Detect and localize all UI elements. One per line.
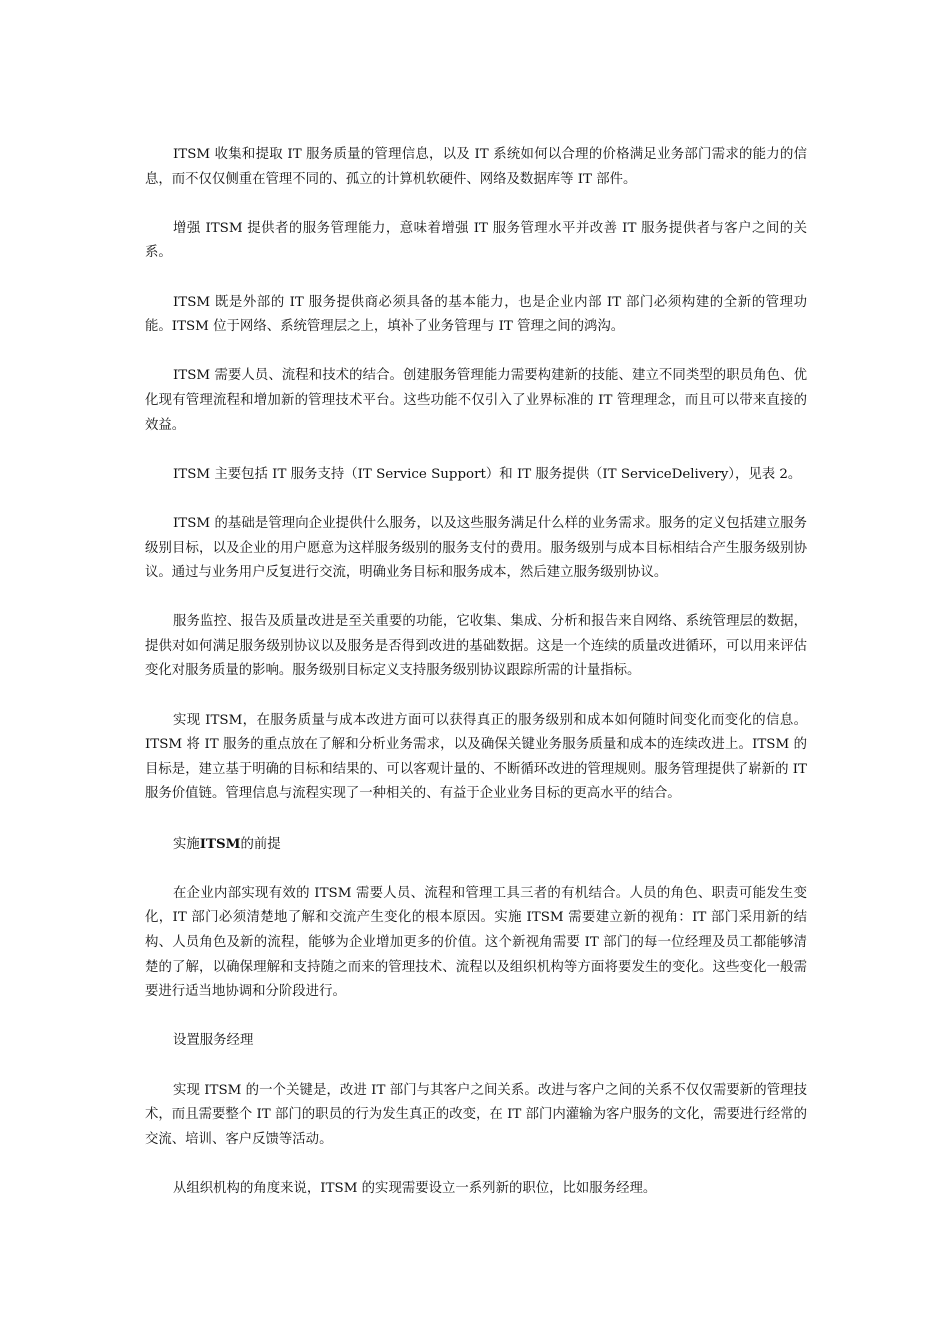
paragraph: 服务监控、报告及质量改进是至关重要的功能，它收集、集成、分析和报告来自网络、系统管理层的数据，提供对如何满足服务级别协议以及服务是否得到改进的基础数据。这是一个连续的质量改进循环，可以用来评估变化对服务质量的影响。服务级别目标定义支持服务级别协议跟踪所需的计量指标。 [145,614,807,679]
heading-prefix: 实施 [173,836,200,852]
heading-suffix: 的前提 [240,836,281,852]
section-heading-prerequisite [145,832,807,858]
paragraph: 增强 ITSM 提供者的服务管理能力，意味着增强 IT 服务管理水平并改善 IT 服务提供者与客户之间的关系。 [145,220,807,261]
paragraph: ITSM 收集和提取 IT 服务质量的管理信息，以及 IT 系统如何以合理的价格满足业务部门需求的能力的信息，而不仅仅侧重在管理不同的、孤立的计算机软硬件、网络及数据库等 IT 部件。 [145,147,807,187]
paragraph: 实现 ITSM 的一个关键是，改进 IT 部门与其客户之间关系。改进与客户之间的关系不仅仅需要新的管理技术，而且需要整个 IT 部门的职员的行为发生真正的改变，在 IT 部门内灌输为客户服务的文化，需要进行经常的交流、培训、客户反馈等活动。 [145,1082,807,1147]
document-body [145,143,807,1226]
paragraph: ITSM 主要包括 IT 服务支持（IT Service Support）和 IT 服务提供（IT ServiceDelivery），见表 2。 [173,466,802,482]
paragraph: ITSM 需要人员、流程和技术的结合。创建服务管理能力需要构建新的技能、建立不同类型的职员角色、优化现有管理流程和增加新的管理技术平台。这些功能不仅引入了业界标准的 IT 管理理念，而且可以带来直接的效益。 [145,368,807,433]
heading-bold: ITSM [199,835,241,852]
paragraph: 在企业内部实现有效的 ITSM 需要人员、流程和管理工具三者的有机结合。人员的角色、职责可能发生变化，IT 部门必须清楚地了解和交流产生变化的根本原因。实施 ITSM 需要建立新的视角：IT 部门采用新的结构、人员角色及新的流程，能够为企业增加更多的价值。这个新视角需要 IT 部门的每一位经理及员工都能够清楚的了解，以确保理解和支持随之而来的管理技术、流程以及组织机构等方面将要发生的变化。这些变化一般需要进行适当地协调和分阶段进行。 [145,885,807,1000]
paragraph: 实现 ITSM，在服务质量与成本改进方面可以获得真正的服务级别和成本如何随时间变化而变化的信息。ITSM 将 IT 服务的重点放在了解和分析业务需求，以及确保关键业务服务质量和成本的连续改进上。ITSM 的目标是，建立基于明确的目标和结果的、可以客观计量的、不断循环改进的管理规则。服务管理提供了崭新的 IT 服务价值链。管理信息与流程实现了一种相关的、有益于企业业务目标的更高水平的结合。 [145,712,807,802]
paragraph: 从组织机构的角度来说，ITSM 的实现需要设立一系列新的职位，比如服务经理。 [173,1180,657,1196]
section-heading-service-manager: 设置服务经理 [173,1033,254,1049]
paragraph: ITSM 既是外部的 IT 服务提供商必须具备的基本能力，也是企业内部 IT 部门必须构建的全新的管理功能。ITSM 位于网络、系统管理层之上，填补了业务管理与 IT 管理之间的鸿沟。 [145,294,807,335]
paragraph: ITSM 的基础是管理向企业提供什么服务，以及这些服务满足什么样的业务需求。服务的定义包括建立服务级别目标，以及企业的用户愿意为这样服务级别的服务支付的费用。服务级别与成本目标相结合产生服务级别协议。通过与业务用户反复进行交流，明确业务目标和服务成本，然后建立服务级别协议。 [145,515,807,581]
